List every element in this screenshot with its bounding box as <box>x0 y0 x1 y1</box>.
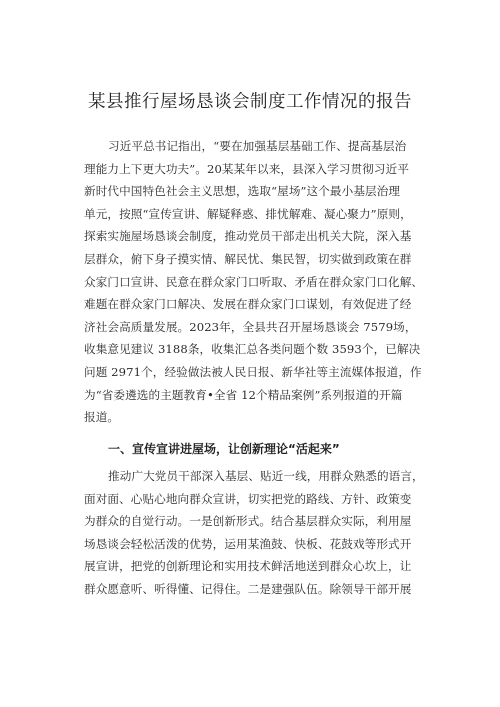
text-line: 问题 2971个，经验做法被人民日报、新华社等主流媒体报道，作 <box>84 364 422 379</box>
text-line: 习近平总书记指出，“要在加强基层基础工作、提高基层治 <box>108 139 407 153</box>
text-line: 面对面、心贴心地向群众宣讲，切实把党的路线、方针、政策变 <box>84 491 412 506</box>
document-title: 某县推行屋场恳谈会制度工作情况的报告 <box>88 92 412 112</box>
text-line: 单元，按照“宣传宣讲、解疑释惑、排忧解难、凝心聚力”原则， <box>84 206 412 221</box>
text-line: 层群众，俯下身子摸实情、解民忧、集民智，切实做到政策在群 <box>84 251 412 266</box>
text-line: 报道。 <box>84 410 120 425</box>
text-line: 场恳谈会轻松活泼的优势，运用某渔鼓、快板、花鼓戏等形式开 <box>84 536 412 551</box>
text-line: 展宣讲，把党的创新理论和实用技术鲜活地送到群众心坎上，让 <box>84 559 412 574</box>
text-line: 推动广大党员干部深入基层、贴近一线，用群众熟悉的语言， <box>108 469 424 483</box>
text-line: 理能力上下更大功夫”。20某某年以来，县深入学习贯彻习近平 <box>84 161 410 176</box>
text-line: 为群众的自觉行动。一是创新形式。结合基层群众实际，利用屋 <box>84 514 412 529</box>
paragraph-section1 <box>84 465 428 601</box>
text-line: 探索实施屋场恳谈会制度，推动党员干部走出机关大院，深入基 <box>84 229 412 244</box>
text-line: 新时代中国特色社会主义思想，选取“屋场”这个最小基层治理 <box>84 184 401 199</box>
text-line: 群众愿意听、听得懂、记得住。二是建强队伍。除领导干部开展 <box>84 581 412 596</box>
text-line: 众家门口宣讲、民意在群众家门口听取、矛盾在群众家门口化解、 <box>84 274 424 289</box>
paragraph-intro <box>84 135 428 429</box>
text-line: 为“省委遴选的主题教育•全省 12个精品案例”系列报道的开篇 <box>84 387 403 402</box>
text-line: 收集意见建议 3188条，收集汇总各类问题个数 3593个，已解决 <box>84 342 421 357</box>
section-heading: 一、宣传宣讲进屋场，让创新理论“活起来” <box>108 442 340 456</box>
text-line: 济社会高质量发展。2023年，全县共召开屋场恳谈会 7579场， <box>84 319 417 334</box>
text-line: 难题在群众家门口解决、发展在群众家门口谋划，有效促进了经 <box>84 297 412 312</box>
